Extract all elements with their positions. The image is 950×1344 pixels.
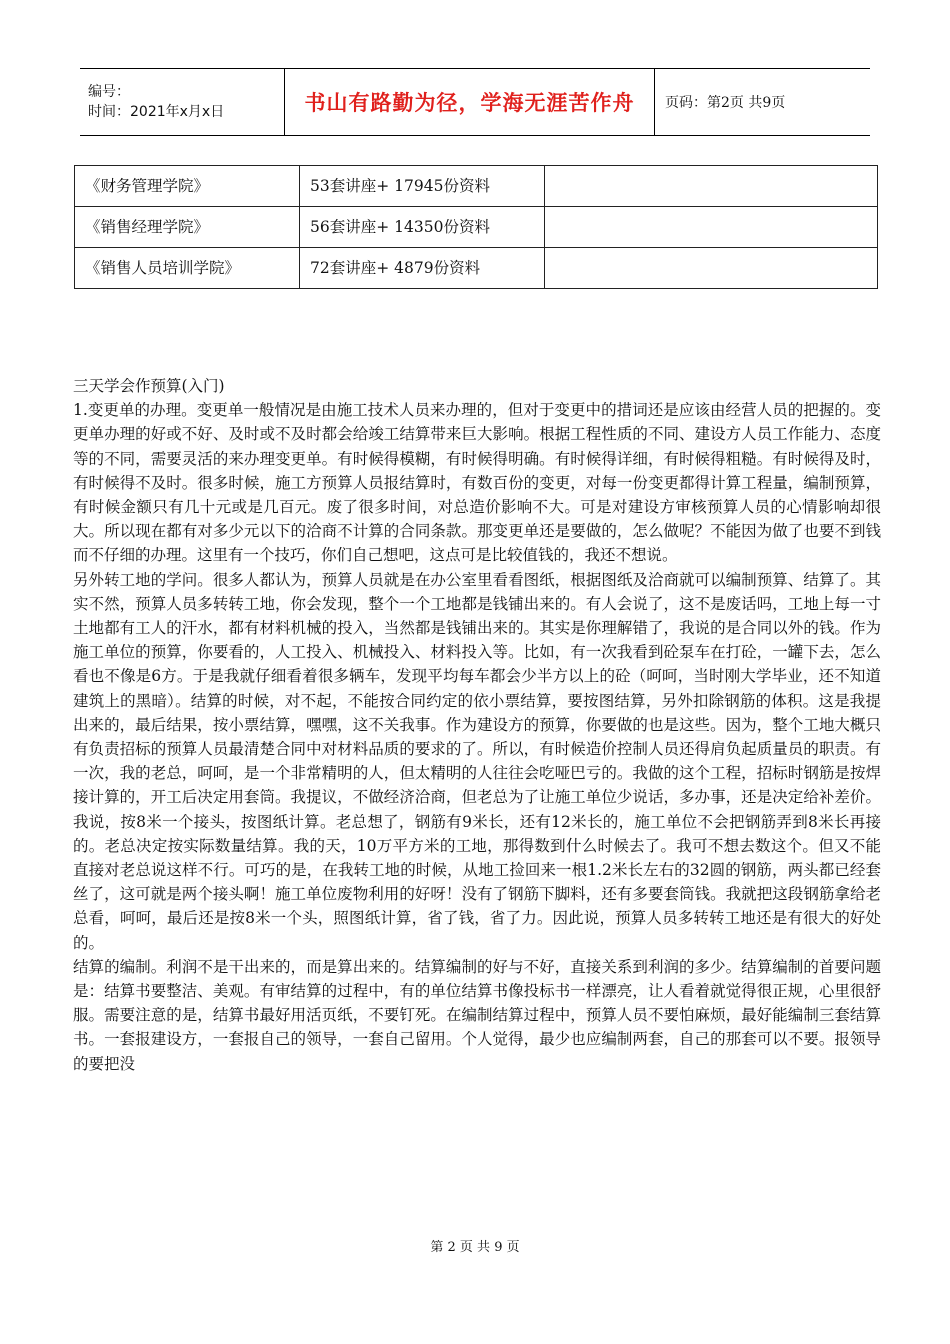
- table-cell-name: 《销售经理学院》: [75, 207, 300, 248]
- article-paragraph: 结算的编制。利润不是干出来的，而是算出来的。结算编制的好与不好，直接关系到利润的多少。结算编制的首要问题是：结算书要整洁、美观。有审结算的过程中，有的单位结算书像投标书一样漂亮，让人看着就觉得很正规，心里很舒服。需要注意的是，结算书最好用活页纸，不要钉死。在编制结算过程中，预算人员不要怕麻烦，最好能编制三套结算书。一套报建设方，一套报自己的领导，一套自己留用。个人觉得，最少也应编制两套，自己的那套可以不要。报领导的要把没: [73, 957, 881, 1073]
- doc-date: 时间：2021年x月x日: [88, 104, 225, 120]
- table-cell-extra: [545, 207, 878, 248]
- table-cell-extra: [545, 248, 878, 289]
- header-meta: [80, 69, 285, 135]
- article-body: [73, 374, 881, 1076]
- table-cell-name: 《销售人员培训学院》: [75, 248, 300, 289]
- page-header: [80, 68, 870, 136]
- resource-table: [74, 165, 878, 289]
- article-paragraph: 另外转工地的学问。很多人都认为，预算人员就是在办公室里看看图纸，根据图纸及洽商就可以编制预算、结算了。其实不然，预算人员多转转工地，你会发现，整个一个工地都是钱铺出来的。有人会说了，这不是废话吗，工地上每一寸土地都有工人的汗水，都有材料机械的投入，当然都是钱铺出来的。其实是你理解错了，我说的是合同以外的钱。作为施工单位的预算，你要看的，人工投入、机械投入、材料投入等。比如，有一次我看到砼泵车在打砼，一罐下去，怎么看也不像是6方。于是我就仔细看着很多辆车，发现平均每车都会少半方以上的砼（呵呵，当时刚大学毕业，还不知道建筑上的黑暗）。结算的时候，对不起，不能按合同约定的依小票结算，要按图结算，另外扣除钢筋的体积。这是我提出来的，最后结果，按小票结算，嘿嘿，这不关我事。作为建设方的预算，你要做的也是这些。因为，整个工地大概只有负责招标的预算人员最清楚合同中对材料品质的要求的了。所以，有时候造价控制人员还得肩负起质量员的职责。有一次，我的老总，呵呵，是一个非常精明的人，但太精明的人往往会吃哑巴亏的。我做的这个工程，招标时钢筋是按焊接计算的，开工后决定用套筒。我提议，不做经济洽商，但老总为了让施工单位少说话，多办事，还是决定给补差价。我说，按8米一个接头，按图纸计算。老总想了，钢筋有9米长，还有12米长的，施工单位不会把钢筋弄到8米长再接的。老总决定按实际数量结算。我的天，10万平方米的工地，那得数到什么时候去了。我可不想去数这个。但又不能直接对老总说这样不行。可巧的是，在我转工地的时候，从地工捡回来一根1.2米长左右的32圆的钢筋，两头都已经套丝了，这可就是两个接头啊！施工单位废物利用的好呀！没有了钢筋下脚料，还有多要套筒钱。我就把这段钢筋拿给老总看，呵呵，最后还是按8米一个头，照图纸计算，省了钱，省了力。因此说，预算人员多转转工地还是有很大的好处的。: [73, 570, 881, 952]
- table-cell-extra: [545, 166, 878, 207]
- header-page-info: [655, 69, 870, 135]
- table-cell-name: 《财务管理学院》: [75, 166, 300, 207]
- header-motto: [285, 69, 655, 135]
- doc-number: 编号：: [88, 84, 130, 100]
- table-cell-desc: 56套讲座+ 14350份资料: [300, 207, 545, 248]
- table-cell-desc: 72套讲座+ 4879份资料: [300, 248, 545, 289]
- table-cell-desc: 53套讲座+ 17945份资料: [300, 166, 545, 207]
- table-row: [75, 248, 878, 289]
- table-row: [75, 207, 878, 248]
- table-row: [75, 166, 878, 207]
- motto-text: 书山有路勤为径，学海无涯苦作舟: [304, 90, 635, 115]
- article-title: 三天学会作预算(入门): [73, 377, 225, 395]
- footer-page-number: 第 2 页 共 9 页: [430, 1240, 520, 1255]
- page-footer: [0, 1236, 950, 1255]
- page-info-text: 页码：第2页 共9页: [665, 95, 786, 111]
- article-paragraph: 1.变更单的办理。变更单一般情况是由施工技术人员来办理的，但对于变更中的措词还是应该由经营人员的把握的。变更单办理的好或不好、及时或不及时都会给竣工结算带来巨大影响。根据工程性质的不同、建设方人员工作能力、态度等的不同，需要灵活的来办理变更单。有时候得模糊，有时候得明确。有时候得详细，有时候得粗糙。有时候得及时，有时候得不及时。很多时候，施工方预算人员报结算时，有数百份的变更，对每一份变更都得计算工程量，编制预算，有时候金额只有几十元或是几百元。废了很多时间，对总造价影响不大。可是对建设方审核预算人员的心情影响却很大。所以现在都有对多少元以下的洽商不计算的合同条款。那变更单还是要做的，怎么做呢？不能因为做了也要不到钱而不仔细的办理。这里有一个技巧，你们自己想吧，这点可是比较值钱的，我还不想说。: [73, 401, 881, 565]
